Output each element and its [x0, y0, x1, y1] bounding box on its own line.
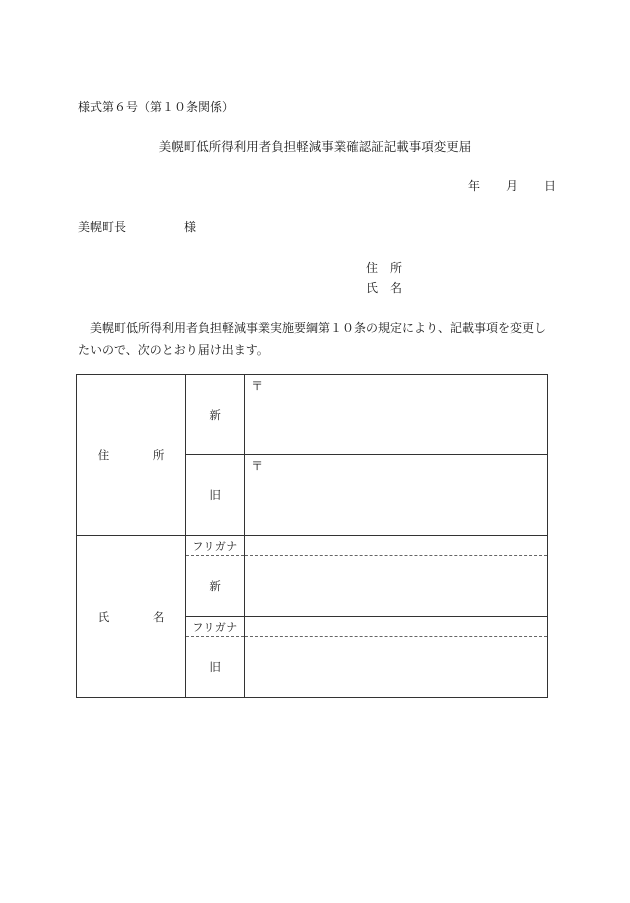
name-old-label: 旧	[186, 637, 245, 698]
postal-mark-new: 〒	[251, 379, 264, 393]
addressee-name: 美幌町長	[78, 220, 127, 234]
applicant-block	[366, 258, 402, 298]
address-label-char-1: 住	[366, 261, 379, 275]
name-old-field[interactable]	[245, 637, 548, 698]
name-new-furigana-field[interactable]	[245, 536, 548, 556]
applicant-address-label	[366, 258, 402, 278]
address-old-field[interactable]	[245, 455, 548, 536]
postal-mark-old: 〒	[251, 459, 264, 473]
address-new-label: 新	[186, 375, 245, 455]
body-text: 美幌町低所得利用者負担軽減事業実施要綱第１０条の規定により、記載事項を変更したいので、次のとおり届け出ます。	[78, 321, 547, 357]
date-day: 日	[544, 179, 557, 193]
addressee-honorific: 様	[184, 220, 197, 234]
addressee	[78, 218, 196, 235]
address-label-char-2: 所	[390, 261, 403, 275]
name-label-char-2: 名	[390, 281, 403, 295]
name-old-furigana-label: フリガナ	[186, 617, 245, 637]
address-category-label: 住 所	[77, 375, 186, 536]
name-new-field[interactable]	[245, 556, 548, 617]
name-label-char-1: 氏	[366, 281, 379, 295]
name-new-furigana-label: フリガナ	[186, 536, 245, 556]
address-new-field[interactable]	[245, 375, 548, 455]
applicant-name-label	[366, 278, 402, 298]
name-new-label: 新	[186, 556, 245, 617]
name-category-label: 氏 名	[77, 536, 186, 698]
document-title: 美幌町低所得利用者負担軽減事業確認証記載事項変更届	[158, 139, 472, 154]
date-year: 年	[468, 179, 481, 193]
form-number: 様式第６号（第１０条関係）	[78, 100, 235, 114]
name-old-furigana-field[interactable]	[245, 617, 548, 637]
date-month: 月	[506, 179, 519, 193]
change-table	[76, 374, 548, 698]
date-line	[468, 177, 556, 194]
address-old-label: 旧	[186, 455, 245, 536]
